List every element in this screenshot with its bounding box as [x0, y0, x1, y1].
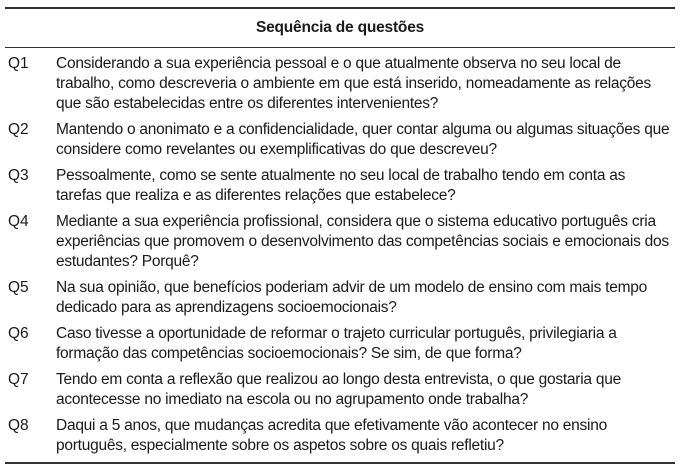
question-row: [5, 416, 675, 456]
question-row: [5, 212, 675, 272]
question-row: [5, 54, 675, 114]
bottom-rule: [5, 462, 675, 464]
question-text: Mediante a sua experiência profissional, considera que o sistema educativo português cria experiências que promovem o desenvolvimento das competências sociais e emocionais dos estudantes? Porquê?: [56, 213, 669, 270]
question-id: Q6: [8, 325, 29, 342]
question-text: Caso tivesse a oportunidade de reformar o trajeto curricular português, privilegiaria a formação das competências socioemocionais? Se sim, de que forma?: [56, 325, 617, 362]
question-id: Q5: [8, 279, 29, 296]
question-id: Q4: [8, 213, 29, 230]
question-text: Tendo em conta a reflexão que realizou ao longo desta entrevista, o que gostaria que acontecesse no imediato na escola ou no agrupamento onde trabalha?: [56, 371, 621, 408]
questions-table: [5, 7, 675, 462]
question-text: Daqui a 5 anos, que mudanças acredita que efetivamente vão acontecer no ensino português, especialmente sobre os aspetos sobre os quais refletiu?: [56, 417, 607, 454]
question-text: Mantendo o anonimato e a confidencialidade, quer contar alguma ou algumas situações que considere como revelantes ou exemplificativas do que descreveu?: [56, 121, 670, 158]
question-id: Q8: [8, 417, 29, 434]
question-row: [5, 120, 675, 160]
question-id: Q3: [8, 167, 29, 184]
question-id: Q1: [8, 55, 29, 72]
question-row: [5, 278, 675, 318]
question-text: Considerando a sua experiência pessoal e o que atualmente observa no seu local de trabalho, como descreveria o ambiente em que está inserido, nomeadamente as relações que são estabelecidas entre os diferentes intervenientes?: [56, 55, 652, 112]
question-list: [5, 48, 675, 456]
question-id: Q2: [8, 121, 29, 138]
question-row: [5, 324, 675, 364]
question-id: Q7: [8, 371, 29, 388]
table-title: Sequência de questões: [255, 18, 425, 36]
question-text: Pessoalmente, como se sente atualmente no seu local de trabalho tendo em conta as tarefas que realiza e as diferentes relações que estabelece?: [56, 167, 626, 204]
question-text: Na sua opinião, que benefícios poderiam advir de um modelo de ensino com mais tempo dedicado para as aprendizagens socioemocionais?: [56, 279, 647, 316]
question-row: [5, 370, 675, 410]
question-row: [5, 166, 675, 206]
